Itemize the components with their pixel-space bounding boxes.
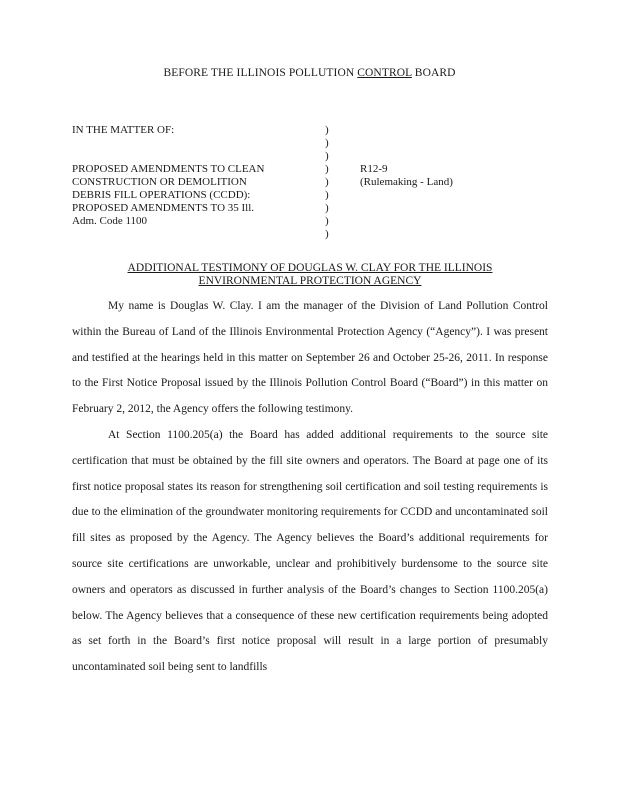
- case-type: (Rulemaking - Land): [360, 176, 453, 188]
- caption-line: PROPOSED AMENDMENTS TO CLEAN: [72, 163, 265, 175]
- paren: ): [325, 228, 329, 240]
- paren: ): [325, 215, 329, 227]
- testimony-body: [72, 294, 548, 681]
- caption-line: CONSTRUCTION OR DEMOLITION: [72, 176, 247, 188]
- testimony-title: [60, 262, 560, 288]
- paren: ): [325, 189, 329, 201]
- body-paragraph-1: My name is Douglas W. Clay. I am the manager of the Division of Land Pollution Control within the Bureau of Land of the Illinois Environmental Protection Agency (“Agency”). I was present and testified at the hearings held in this matter on September 26 and October 25-26, 2011. In response to the First Notice Proposal issued by the Illinois Pollution Control Board (“Board”) in this matter on February 2, 2012, the Agency offers the following testimony.: [72, 300, 548, 416]
- paren: ): [325, 163, 329, 175]
- paren: ): [325, 150, 329, 162]
- in-the-matter-label: IN THE MATTER OF:: [72, 124, 175, 136]
- paren: ): [325, 202, 329, 214]
- paren: ): [325, 137, 329, 149]
- heading-text-part1: BEFORE THE ILLINOIS POLLUTION: [163, 67, 358, 79]
- title-line-2: ENVIRONMENTAL PROTECTION AGENCY: [198, 275, 422, 287]
- caption-line: PROPOSED AMENDMENTS TO 35 Ill.: [72, 202, 255, 214]
- body-paragraph-2: At Section 1100.205(a) the Board has added additional requirements to the source site certification that must be obtained by the fill site owners and operators. The Board at page one of its first notice proposal states its reason for strengthening soil certification and soil testing requirements is due to the elimination of the groundwater monitoring requirements for CCDD and uncontaminated soil fill sites as proposed by the Agency. The Agency believes the Board’s additional requirements for source site certifications are unworkable, unclear and prohibitively burdensome to the source site owners and operators as discussed in further analysis of the Board’s changes to Section 1100.205(a) below. The Agency believes that a consequence of these new certification requirements being adopted as set forth in the Board’s first notice proposal will result in a large portion of presumably uncontaminated soil being sent to landfills: [72, 428, 548, 674]
- caption-line: Adm. Code 1100: [72, 215, 148, 227]
- case-caption-left: [72, 124, 322, 228]
- heading-text-part2: CONTROL: [357, 67, 412, 79]
- caption-parentheses: [325, 124, 335, 241]
- paren: ): [325, 124, 329, 136]
- title-line-1: ADDITIONAL TESTIMONY OF DOUGLAS W. CLAY FOR THE ILLINOIS: [127, 262, 493, 274]
- paren: ): [325, 176, 329, 188]
- heading-text-part3: BOARD: [411, 67, 456, 79]
- case-number: R12-9: [360, 163, 388, 175]
- caption-line: DEBRIS FILL OPERATIONS (CCDD):: [72, 189, 251, 201]
- court-heading: [0, 67, 619, 79]
- case-caption-right: [360, 163, 510, 189]
